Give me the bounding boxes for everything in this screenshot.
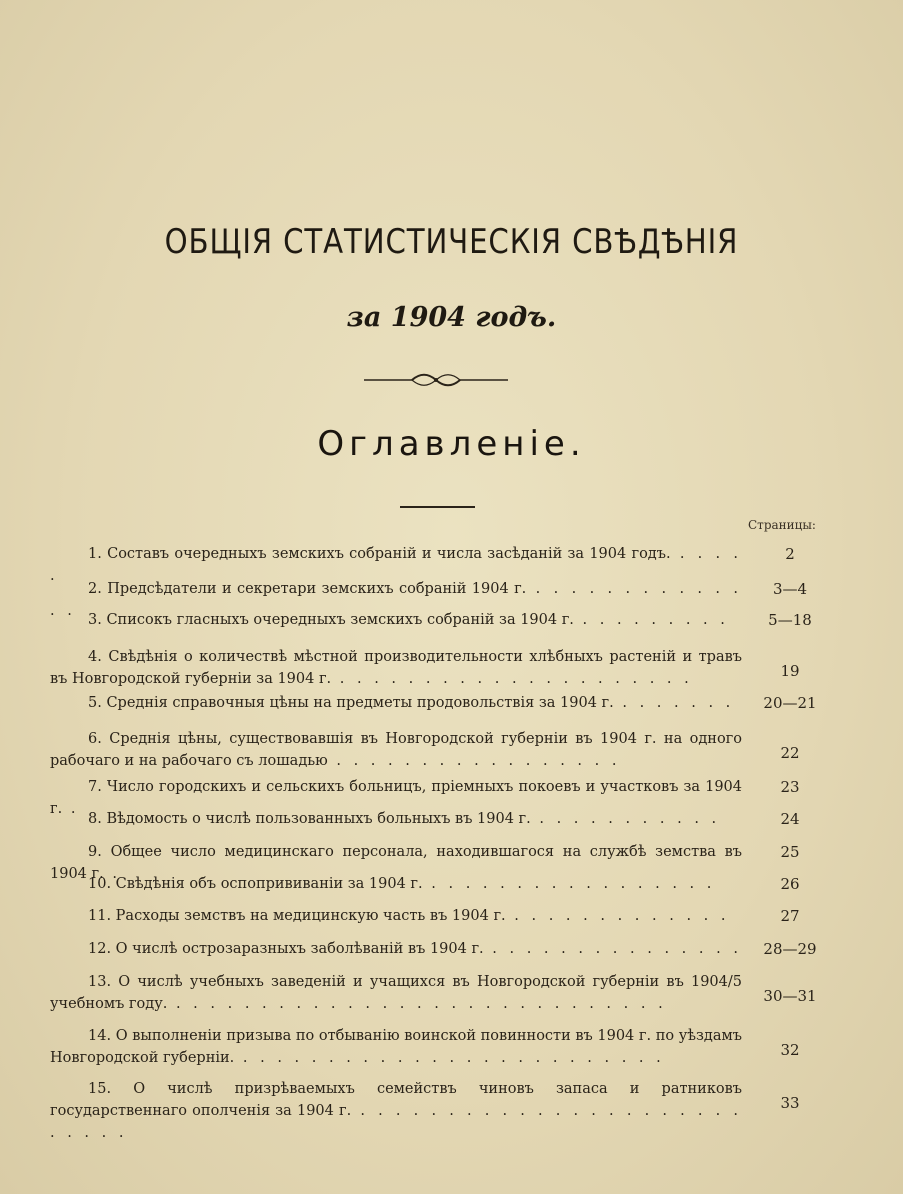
page-subtitle: за 1904 годъ. <box>346 302 557 333</box>
entry-number: 15. <box>88 1081 112 1097</box>
entry-text: О выполненіи призыва по отбыванію воинской повинности въ 1904 г. по уѣздамъ Новгородской губерніи. <box>50 1028 742 1066</box>
entry-text: Среднія цѣны, существовавшія въ Новгородской губерніи въ 1904 г. на одного рабочаго и на рабочаго съ лошадью <box>50 731 743 769</box>
entry-number: 13. <box>88 974 112 990</box>
entry-page: 5—18 <box>768 611 812 629</box>
entry-text: О числѣ учебныхъ заведеній и учащихся въ Новгородской губерніи въ 1904/5 учебномъ году. <box>50 974 742 1012</box>
ornament-divider-icon <box>362 371 510 389</box>
leader-dots: . . . . . . . . . <box>573 612 729 628</box>
entry-page: 28—29 <box>763 940 817 958</box>
entry-number: 1. <box>88 546 102 562</box>
entry-number: 7. <box>88 779 102 795</box>
entry-number: 9. <box>88 844 102 860</box>
entry-page: 32 <box>780 1041 800 1059</box>
entry-text: О числѣ острозаразныхъ заболѣваній въ 1904 г. <box>115 941 484 957</box>
entry-number: 12. <box>88 941 112 957</box>
entry-number: 10. <box>88 876 112 892</box>
entry-number: 14. <box>88 1028 112 1044</box>
leader-dots: . <box>62 801 80 817</box>
entry-number: 5. <box>88 695 102 711</box>
entry-page: 20—21 <box>763 694 817 712</box>
leader-dots: . . . . . . . . . . . <box>530 811 721 827</box>
entry-number: 2. <box>88 581 102 597</box>
entry-number: 3. <box>88 612 102 628</box>
entry-page: 2 <box>785 545 795 563</box>
entry-text: Списокъ гласныхъ очередныхъ земскихъ собраній за 1904 г. <box>106 612 574 628</box>
leader-dots: . . . . . . . . . . . . . . . . . <box>422 876 716 892</box>
entry-text: Свѣдѣнія о количествѣ мѣстной производительности хлѣбныхъ растеній и травъ въ Новгородской губерніи за 1904 г. <box>50 649 742 687</box>
leader-dots: . . . . . <box>50 546 743 584</box>
entry-text: Число городскихъ и сельскихъ больницъ, пріемныхъ покоевъ и участковъ за 1904 г. <box>50 779 742 817</box>
leader-dots: . . . . . . . . . . . . . . . . . . . . . . . . . <box>234 1050 665 1066</box>
entry-text: Среднія справочныя цѣны на предметы продовольствія за 1904 г. <box>106 695 614 711</box>
entry-text: Расходы земствъ на медицинскую часть въ 1904 г. <box>115 908 506 924</box>
entry-page: 27 <box>780 907 800 925</box>
leader-dots: . . . . . . . . . . . . . . . . . . . . . <box>331 671 693 687</box>
entry-page: 25 <box>780 843 800 861</box>
entry-text: Общее число медицинскаго персонала, находившагося на службѣ земства въ 1904 г. <box>50 844 742 882</box>
entry-page: 26 <box>780 875 800 893</box>
entry-number: 8. <box>88 811 102 827</box>
toc-heading: Оглавленіе. <box>317 424 586 464</box>
leader-dots: . . . . . . . . . . . . . . . . . . . . . . . . . . . <box>50 1103 742 1141</box>
leader-dots: . . . . . . . . . . . . . . . <box>483 941 742 957</box>
leader-dots: . . . . . . . . . . . . . . <box>50 581 742 619</box>
pages-column-label: Страницы: <box>748 518 816 532</box>
entry-text: Вѣдомость о числѣ пользованныхъ больныхъ въ 1904 г. <box>106 811 531 827</box>
leader-dots: . . . . . . . . . . . . . . . . . <box>327 753 621 769</box>
entry-text: Составъ очередныхъ земскихъ собраній и числа засѣданій за 1904 годъ. <box>107 546 671 562</box>
entry-text: Предсѣдатели и секретари земскихъ собраній 1904 г. <box>107 581 527 597</box>
entry-page: 19 <box>780 662 800 680</box>
entry-text: О числѣ призрѣваемыхъ семействъ чиновъ запаса и ратниковъ государственнаго ополченія за 1904 г. <box>50 1081 743 1119</box>
entry-page: 22 <box>780 744 800 762</box>
entry-number: 11. <box>88 908 112 924</box>
page-title: ОБЩІЯ СТАТИСТИЧЕСКІЯ СВѢДѢНІЯ <box>164 222 739 262</box>
entry-page: 33 <box>780 1094 800 1112</box>
entry-page: 23 <box>780 778 800 796</box>
entry-number: 6. <box>88 731 102 747</box>
leader-dots: . <box>103 866 121 882</box>
leader-dots: . . . . . . . <box>613 695 735 711</box>
entry-page: 30—31 <box>763 987 817 1005</box>
heading-rule <box>400 506 475 508</box>
entry-page: 24 <box>780 810 800 828</box>
leader-dots: . . . . . . . . . . . . . <box>505 908 730 924</box>
leader-dots: . . . . . . . . . . . . . . . . . . . . . . . . . . . . . <box>167 996 667 1012</box>
entry-page: 3—4 <box>772 580 808 598</box>
entry-number: 4. <box>88 649 102 665</box>
entry-text: Свѣдѣнія объ оспопрививаніи за 1904 г. <box>115 876 423 892</box>
